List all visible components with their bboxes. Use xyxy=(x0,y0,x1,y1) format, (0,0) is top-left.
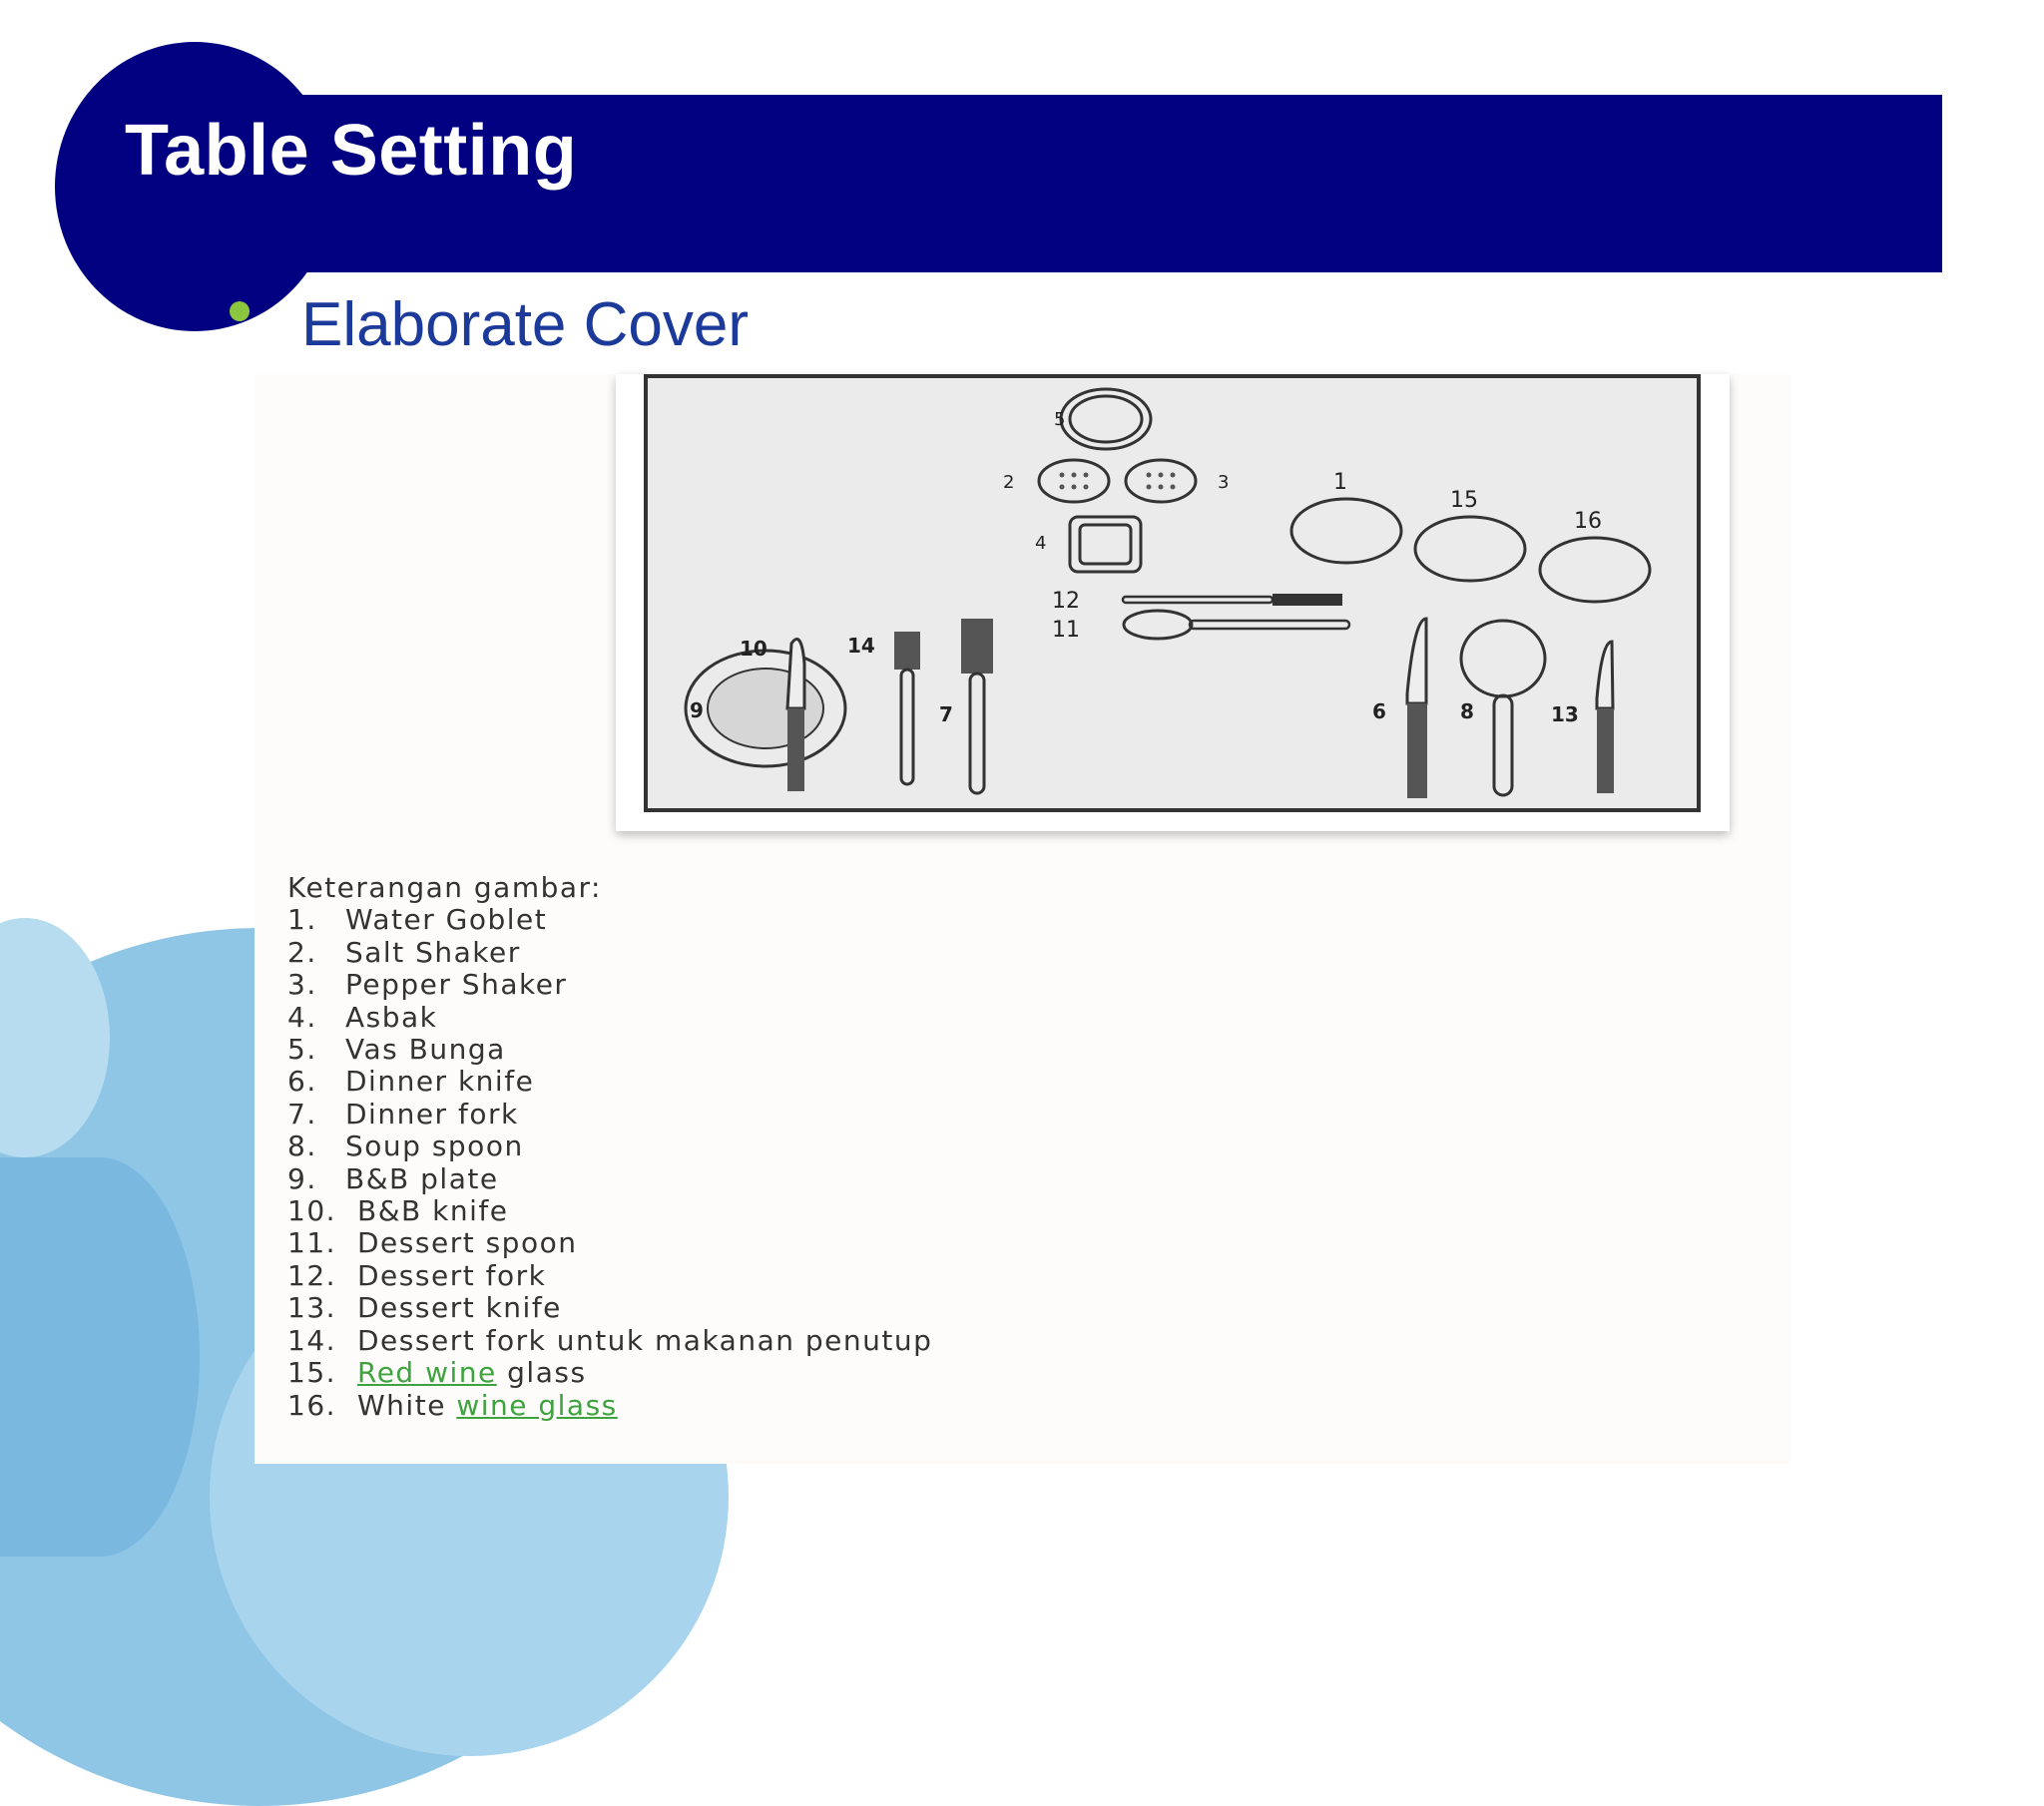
legend-item: 13. Dessert knife xyxy=(287,1291,562,1325)
legend-item: 1. Water Goblet xyxy=(287,903,548,937)
figure-label-1: 1 xyxy=(1333,470,1347,495)
wine-glass-link[interactable]: wine glass xyxy=(456,1388,618,1422)
legend-heading: Keterangan gambar: xyxy=(287,871,602,904)
figure-label-4: 4 xyxy=(1035,533,1047,554)
bullet-text: Elaborate Cover xyxy=(301,290,750,359)
figure-label-6: 6 xyxy=(1372,699,1386,723)
bread-plate-icon xyxy=(686,651,845,766)
figure-label-15: 15 xyxy=(1450,488,1478,513)
legend-item: 12. Dessert fork xyxy=(287,1258,547,1292)
legend-item: 11. Dessert spoon xyxy=(287,1226,578,1260)
legend-item: 2. Salt Shaker xyxy=(287,935,521,969)
legend-item: 8. Soup spoon xyxy=(287,1129,524,1163)
figure-label-10: 10 xyxy=(740,637,767,661)
legend xyxy=(287,872,932,1422)
figure-label-7: 7 xyxy=(939,702,953,726)
figure-label-16: 16 xyxy=(1574,509,1602,534)
legend-item: 16. White wine glass xyxy=(287,1388,618,1422)
legend-item: 4. Asbak xyxy=(287,1000,438,1034)
figure-label-2: 2 xyxy=(1003,472,1015,493)
bullet-dot xyxy=(230,301,250,321)
figure-label-14: 14 xyxy=(847,634,875,658)
legend-item: 3. Pepper Shaker xyxy=(287,968,568,1002)
figure-label-11: 11 xyxy=(1052,618,1080,643)
figure-label-13: 13 xyxy=(1551,702,1579,726)
background-bubble-edge xyxy=(0,1157,200,1557)
bread-knife-icon xyxy=(787,640,804,792)
legend-item: 10. B&B knife xyxy=(287,1194,509,1228)
legend-item: 9. B&B plate xyxy=(287,1161,499,1195)
legend-item: 15. Red wine glass xyxy=(287,1356,587,1390)
legend-item: 6. Dinner knife xyxy=(287,1065,535,1099)
figure-label-12: 12 xyxy=(1052,589,1080,614)
table-setting-diagram xyxy=(616,374,1730,831)
table-setting-figure xyxy=(616,374,1730,831)
figure-label-9: 9 xyxy=(690,698,704,722)
legend-item: 7. Dinner fork xyxy=(287,1097,519,1130)
legend-item: 5. Vas Bunga xyxy=(287,1033,506,1067)
legend-item: 14. Dessert fork untuk makanan penutup xyxy=(287,1323,933,1357)
figure-label-8: 8 xyxy=(1460,699,1474,723)
figure-label-3: 3 xyxy=(1218,472,1230,493)
figure-label-5: 5 xyxy=(1054,409,1066,430)
red-wine-link[interactable]: Red wine xyxy=(357,1356,497,1390)
slide-title: Table Setting xyxy=(125,111,578,191)
